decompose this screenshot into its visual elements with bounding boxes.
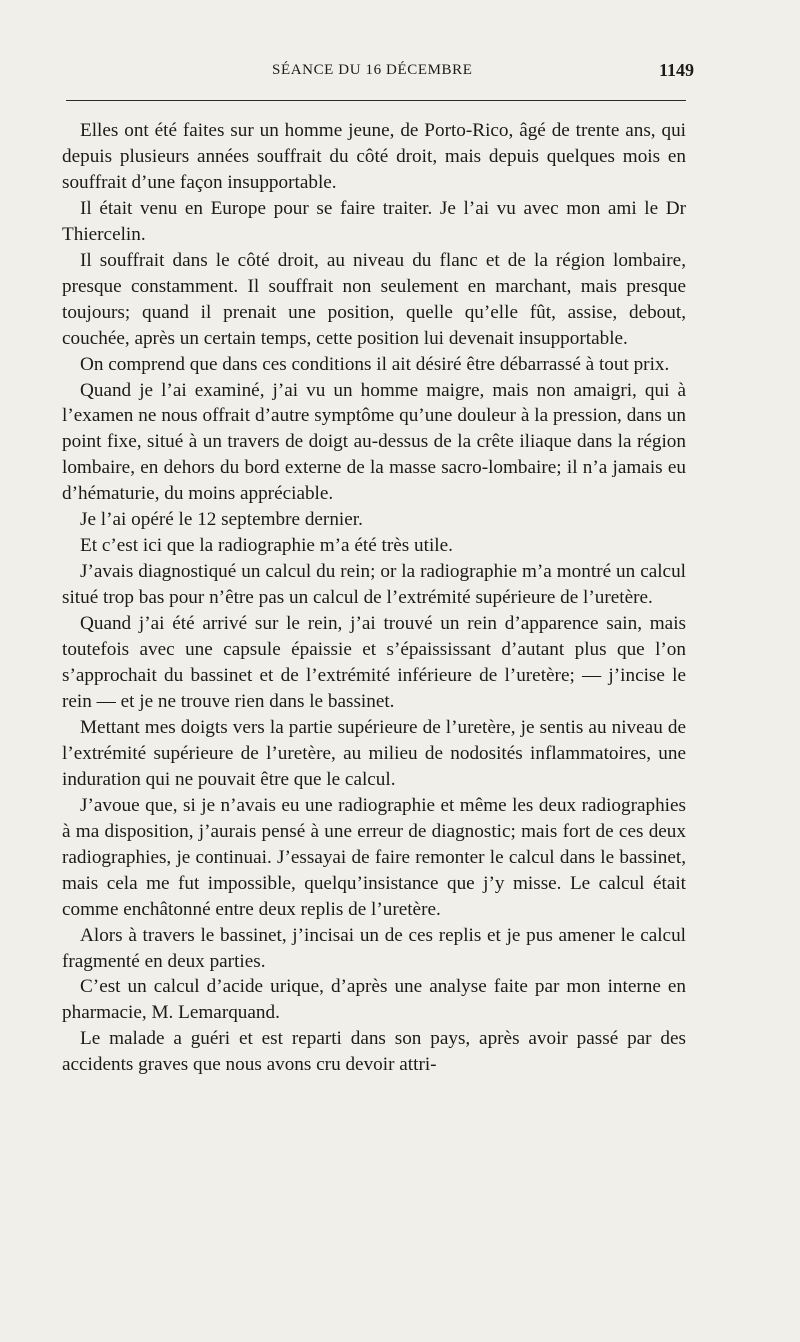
paragraph: Quand j’ai été arrivé sur le rein, j’ai trouvé un rein d’apparence sain, mais toutefois avec une capsule épaissie et s’épaississant d’autant plus que l’on s’approchait du bassinet et de l’extrémité inférieure de l’uretère; — j’incise le rein — et je ne trouve rien dans le bassinet. [62, 613, 686, 712]
paragraph: Quand je l’ai examiné, j’ai vu un homme maigre, mais non amaigri, qui à l’examen ne nous offrait d’autre symptôme qu’une douleur à la pression, dans un point fixe, situé à un travers de doigt au-dessus de la crête iliaque dans la région lombaire, en dehors du bord externe de la masse sacro-lombaire; il n’a jamais eu d’hématurie, du moins appréciable. [62, 379, 686, 505]
paragraph: J’avais diagnostiqué un calcul du rein; or la radiographie m’a montré un calcul situé trop bas pour n’être pas un calcul de l’extrémité supérieure de l’uretère. [62, 561, 686, 609]
paragraph: Il souffrait dans le côté droit, au niveau du flanc et de la région lombaire, presque constamment. Il souffrait non seulement en marchant, mais presque toujours; quand il prenait une position, quelle qu’elle fût, assise, debout, couchée, après un certain temps, cette position lui devenait insupportable. [62, 249, 686, 349]
running-head: SÉANCE DU 16 DÉCEMBRE [272, 62, 473, 78]
paragraph: Le malade a guéri et est reparti dans son pays, après avoir passé par des accidents graves que nous avons cru devoir attri- [62, 1028, 686, 1076]
paragraph: On comprend que dans ces conditions il ait désiré être débarrassé à tout prix. [80, 353, 670, 375]
paragraph: Mettant mes doigts vers la partie supérieure de l’uretère, je sentis au niveau de l’extrémité supérieure de l’uretère, au milieu de nodosités inflammatoires, une induration qui ne pouvait être que le calcul. [62, 716, 686, 790]
page-number: 1149 [658, 60, 694, 80]
paragraph: Je l’ai opéré le 12 septembre dernier. [80, 509, 363, 531]
paragraph: Elles ont été faites sur un homme jeune, de Porto-Rico, âgé de trente ans, qui depuis plusieurs années souffrait du côté droit, mais depuis quelques mois en souffrait d’une façon insupportable. [62, 120, 686, 193]
page-header [62, 62, 694, 86]
paragraph: Alors à travers le bassinet, j’incisai un de ces replis et je pus amener le calcul fragmenté en deux parties. [62, 924, 686, 972]
paragraph: Et c’est ici que la radiographie m’a été très utile. [80, 535, 453, 557]
body-text [62, 118, 686, 1078]
paragraph: C’est un calcul d’acide urique, d’après une analyse faite par mon interne en pharmacie, M. Lemarquand. [62, 976, 686, 1024]
paragraph: J’avoue que, si je n’avais eu une radiographie et même les deux radiographies à ma disposition, j’aurais pensé à une erreur de diagnostic; mais fort de ces deux radiographies, je continuai. J’essayai de faire remonter le calcul dans le bassinet, mais cela me fut impossible, quelqu’insistance que j’y misse. Le calcul était comme enchâtonné entre deux replis de l’uretère. [62, 794, 686, 920]
paragraph: Il était venu en Europe pour se faire traiter. Je l’ai vu avec mon ami le Dr Thiercelin. [62, 197, 686, 245]
header-rule [66, 100, 686, 101]
